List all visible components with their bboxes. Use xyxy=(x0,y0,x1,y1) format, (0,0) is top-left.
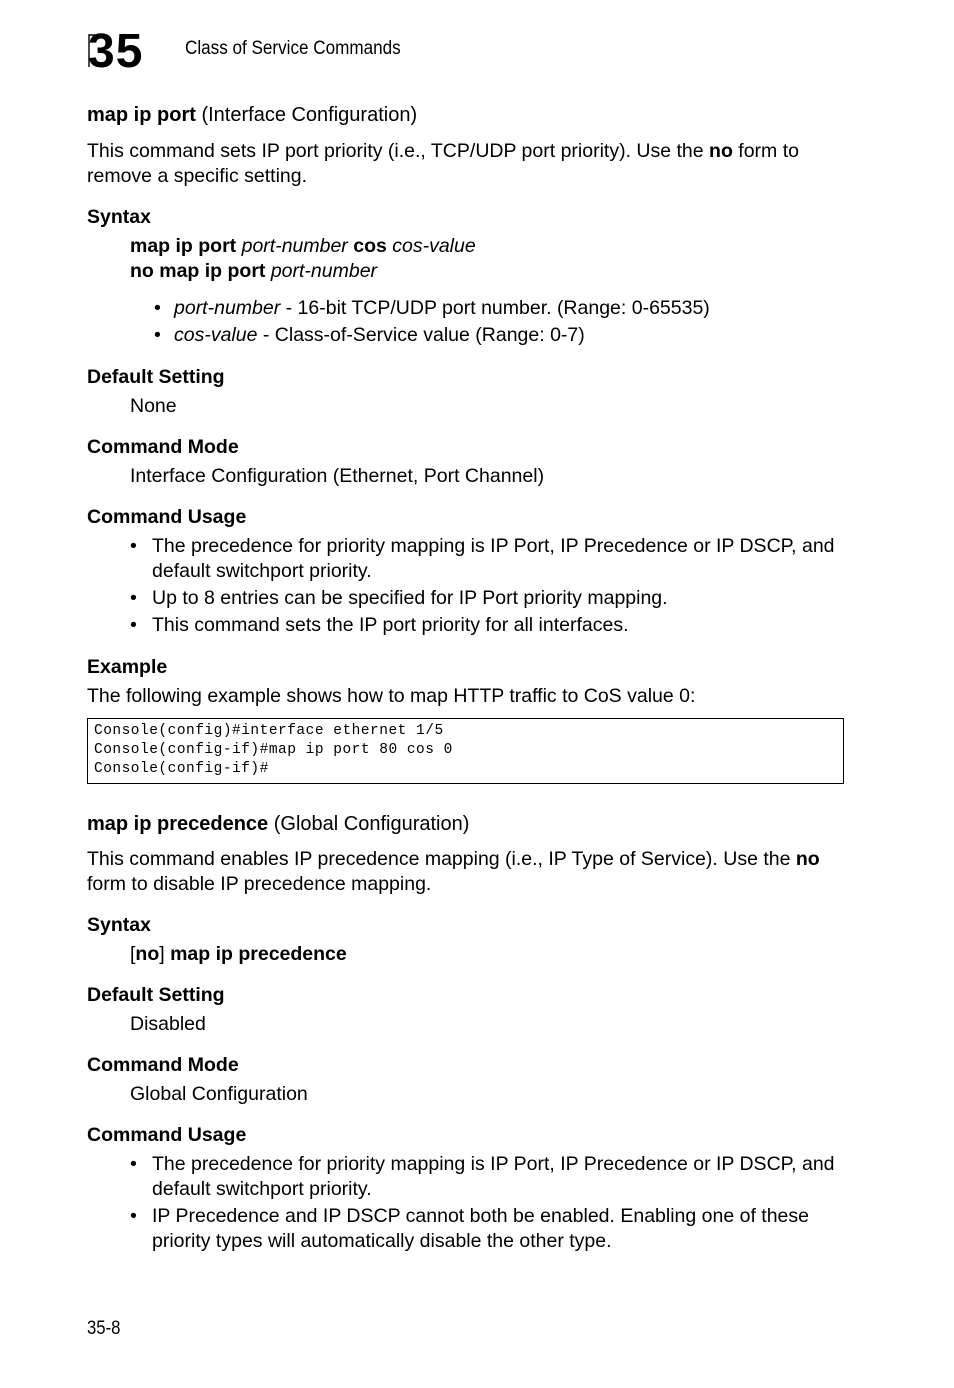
code-line: Console(config-if)#map ip port 80 cos 0 xyxy=(94,742,453,758)
command-context: (Interface Configuration) xyxy=(201,104,418,126)
example-heading: Example xyxy=(87,656,168,678)
usage-list xyxy=(130,534,852,640)
syntax-line-1: map ip port port-number cos cos-value xyxy=(130,235,476,257)
default-setting-value: None xyxy=(130,395,177,417)
default-setting-heading: Default Setting xyxy=(87,984,225,1006)
command-description: This command sets IP port priority (i.e., TCP/UDP port priority). Use the no form to remove a specific setting. xyxy=(87,140,799,187)
code-example xyxy=(87,718,844,784)
list-item: • cos-value - Class-of-Service value (Range: 0-7) xyxy=(154,324,585,346)
command-context: (Global Configuration) xyxy=(273,813,470,835)
usage-list xyxy=(130,1152,852,1256)
list-item: • IP Precedence and IP DSCP cannot both be enabled. Enabling one of these priority types will automatically disable the other type. xyxy=(130,1205,809,1252)
command-usage-heading: Command Usage xyxy=(87,1124,247,1146)
list-item: • port-number - 16-bit TCP/UDP port number. (Range: 0-65535) xyxy=(154,297,710,319)
syntax-line-2: no map ip port port-number xyxy=(130,260,378,282)
example-intro: The following example shows how to map HTTP traffic to CoS value 0: xyxy=(87,685,696,707)
list-item: • The precedence for priority mapping is IP Port, IP Precedence or IP DSCP, and default switchport priority. xyxy=(130,535,835,582)
syntax-heading: Syntax xyxy=(87,914,151,936)
parameter-list xyxy=(154,296,874,350)
command-heading-map-ip-precedence xyxy=(87,812,469,836)
chapter-number: 35 xyxy=(88,25,144,78)
syntax-heading: Syntax xyxy=(87,206,151,228)
code-line: Console(config-if)# xyxy=(94,761,269,777)
no-keyword: no xyxy=(795,848,820,870)
list-item: • Up to 8 entries can be specified for IP Port priority mapping. xyxy=(130,587,668,609)
command-mode-heading: Command Mode xyxy=(87,436,239,458)
command-heading-map-ip-port xyxy=(87,103,417,127)
command-name: map ip port xyxy=(87,104,196,126)
list-item: • The precedence for priority mapping is IP Port, IP Precedence or IP DSCP, and default switchport priority. xyxy=(130,1153,835,1200)
code-line: Console(config)#interface ethernet 1/5 xyxy=(94,723,444,739)
default-setting-heading: Default Setting xyxy=(87,366,225,388)
command-mode-value: Global Configuration xyxy=(130,1083,308,1105)
command-description: This command enables IP precedence mapping (i.e., IP Type of Service). Use the no form to disable IP precedence mapping. xyxy=(87,848,820,895)
command-mode-value: Interface Configuration (Ethernet, Port Channel) xyxy=(130,465,545,487)
default-setting-value: Disabled xyxy=(130,1013,206,1035)
command-usage-heading: Command Usage xyxy=(87,506,247,528)
command-mode-heading: Command Mode xyxy=(87,1054,239,1076)
list-item: • This command sets the IP port priority for all interfaces. xyxy=(130,614,629,636)
command-name: map ip precedence xyxy=(87,813,269,835)
syntax-line: [no] map ip precedence xyxy=(130,943,347,965)
chapter-title: Class of Service Commands xyxy=(185,38,401,59)
no-keyword: no xyxy=(709,140,733,162)
page-number: 35-8 xyxy=(87,1318,121,1339)
